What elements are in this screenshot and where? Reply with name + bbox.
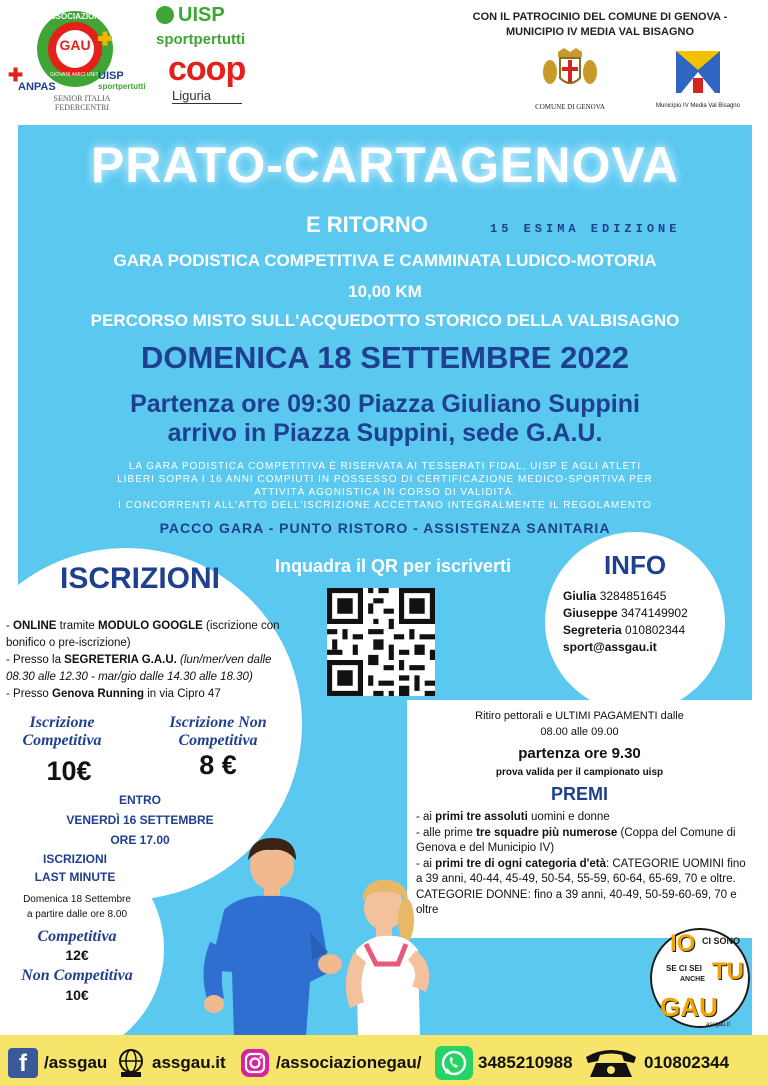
services-line: PACCO GARA - PUNTO RISTORO - ASSISTENZA SANITARIA — [159, 520, 611, 536]
event-date: DOMENICA 18 SETTEMBRE 2022 — [140, 340, 630, 375]
instagram-handle: /associazionegau/ — [276, 1053, 422, 1072]
badge-io: IO — [670, 930, 696, 957]
competitive-label: Iscrizione Competitiva — [22, 714, 102, 749]
municipio-logo — [648, 48, 748, 109]
anpas-cross-icon: ✚ — [8, 65, 24, 85]
registration-office: - Presso la SEGRETERIA G.A.U. (lun/mer/ven dalle 08.30 alle 12.30 - mar/gio dalle 14.30 alle 18.30) — [6, 654, 272, 683]
anpas-logo — [8, 66, 64, 96]
prizes-list — [416, 810, 746, 919]
registration-title: ISCRIZIONI — [59, 562, 220, 595]
badge-ci-sono: CI SONO — [702, 936, 741, 946]
prize-women-categories: CATEGORIE DONNE: fino a 39 anni, 40-49, 50-59-60-69, 70 e oltre — [416, 888, 737, 916]
contact-giuseppe: Giuseppe 3474149902 — [563, 606, 688, 620]
uisp-logo — [156, 4, 256, 50]
pickup-info — [407, 708, 752, 740]
last-minute-when2: a partire dalle ore 8.00 — [26, 909, 128, 920]
anpas-name: ANPAS — [18, 81, 56, 93]
rules-text — [18, 460, 752, 512]
last-minute-title — [10, 850, 140, 886]
registration-store: - Presso Genova Running in via Cipro 47 — [6, 688, 221, 700]
uisp-small-logo — [98, 70, 150, 94]
start-info: Partenza ore 09:30 Piazza Giuliano Suppini — [130, 390, 640, 418]
start-time: partenza ore 9.30 — [518, 745, 641, 762]
prize-absolute: - ai primi tre assoluti uomini e donne — [416, 811, 610, 823]
phone-link[interactable] — [584, 1046, 729, 1080]
coop-name: coop — [168, 50, 246, 88]
last-minute-noncomp-price: 10€ — [65, 987, 89, 1003]
instagram-link[interactable] — [240, 1046, 422, 1080]
info-contacts — [563, 588, 723, 656]
badge-gau: GAU — [660, 992, 718, 1022]
edition-label: 15 ESIMA EDIZIONE — [490, 222, 681, 236]
patronage-line1: CON IL PATROCINIO DEL COMUNE DI GENOVA - — [472, 11, 728, 23]
contact-segreteria: Segreteria 010802344 — [563, 623, 686, 637]
municipio-label: Municipio IV Media Val Bisagno — [656, 103, 740, 109]
facebook-link[interactable] — [8, 1046, 107, 1080]
race-route: PERCORSO MISTO SULL'ACQUEDOTTO STORICO DELLA VALBISAGNO — [90, 311, 680, 330]
registration-methods — [6, 618, 282, 703]
last-minute-comp-label: Competitiva — [37, 928, 117, 945]
comune-label: COMUNE DI GENOVA — [535, 103, 605, 111]
rules-line2: LIBERI SOPRA I 16 ANNI COMPIUTI IN POSSESSO DI CERTIFICAZIONE MEDICO-SPORTIVA PER — [117, 474, 653, 485]
facebook-handle: /assgau — [44, 1053, 108, 1072]
coop-logo — [168, 50, 248, 112]
badge-se-ci-sei: SE CI SEI — [666, 964, 703, 973]
senior-italia-name: SENIOR ITALIA — [53, 94, 111, 103]
uisp-small-name: UISP — [98, 70, 124, 82]
telephone-icon — [584, 1047, 638, 1079]
last-minute-title2: LAST MINUTE — [34, 870, 116, 884]
whatsapp-link[interactable] — [434, 1046, 573, 1080]
arrival-info: arrivo in Piazza Suppini, sede G.A.U. — [167, 419, 603, 447]
contact-giulia: Giulia 3284851645 — [563, 589, 667, 603]
uisp-emblem-icon — [156, 6, 174, 24]
rules-line1: LA GARA PODISTICA COMPETITIVA È RISERVATA AI TESSERATI FIDAL, UISP E AGLI ATLETI — [128, 461, 642, 472]
last-minute-when1: Domenica 18 Settembre — [23, 894, 131, 905]
last-minute-when — [6, 892, 148, 922]
registration-online: - ONLINE tramite MODULO GOOGLE (iscrizione con bonifico o pre-iscrizione) — [6, 620, 280, 649]
comune-crest-icon — [541, 48, 599, 98]
gau-name: GAU — [59, 37, 91, 53]
competitive-price: 10€ — [46, 756, 92, 786]
patronage-line2: MUNICIPIO IV MEDIA VAL BISAGNO — [505, 26, 695, 38]
last-minute-title1: ISCRIZIONI — [42, 852, 107, 866]
deadline-line2: VENERDÌ 16 SETTEMBRE — [66, 813, 214, 827]
facebook-icon: f — [8, 1048, 38, 1078]
coop-region: Liguria — [172, 88, 242, 104]
pickup-line1: Ritiro pettorali e ULTIMI PAGAMENTI dalle — [475, 710, 684, 722]
badge-site: assgau.it — [706, 1022, 731, 1028]
globe-icon — [116, 1048, 146, 1078]
qr-caption: Inquadra il QR per iscriverti — [274, 556, 512, 576]
phone-number: 010802344 — [644, 1053, 730, 1072]
contact-email[interactable]: sport@assgau.it — [563, 640, 657, 654]
instagram-icon — [240, 1048, 270, 1078]
website-url: assgau.it — [152, 1053, 226, 1072]
registration-qr-code[interactable] — [327, 588, 435, 696]
race-distance: 10,00 KM — [348, 282, 422, 301]
federcentri-name: FEDERCENTRI — [54, 103, 110, 112]
rules-line4: I CONCORRENTI ALL'ATTO DELL'ISCRIZIONE ACCETTANO INTEGRALMENTE IL REGOLAMENTO — [118, 500, 652, 511]
pickup-line2: 08.00 alle 09.00 — [540, 726, 619, 738]
prizes-title: PREMI — [550, 784, 608, 804]
prize-categories: - ai primi tre di ogni categoria d'età: CATEGORIE UOMINI fino a 39 anni, 40-44, 45-49, 50-54, 55-59, 60-64, 65-69, 70 e oltre. — [416, 857, 746, 885]
uisp-small-sub: sportpertutti — [98, 82, 146, 91]
gau-ring-text: ASSOCIAZIONE — [44, 12, 106, 21]
whatsapp-number: 3485210988 — [478, 1053, 573, 1072]
event-subtitle: E RITORNO — [306, 212, 428, 237]
race-type: GARA PODISTICA COMPETITIVA E CAMMINATA LUDICO-MOTORIA — [113, 251, 657, 270]
whatsapp-icon — [434, 1046, 474, 1080]
rules-line3: ATTIVITÀ AGONISTICA IN CORSO DI VALIDITÀ. — [254, 487, 516, 498]
website-link[interactable] — [116, 1046, 226, 1080]
runners-illustration — [180, 832, 450, 1036]
uisp-sub: sportpertutti — [156, 31, 246, 48]
last-minute-noncomp-label: Non Competitiva — [21, 967, 133, 984]
deadline-line1: ENTRO — [119, 793, 161, 807]
patronage-text — [440, 10, 760, 40]
uisp-name: UISP — [178, 4, 225, 26]
gau-sub: GIOVANI AMICI UNITI — [50, 72, 100, 78]
last-minute-comp-price: 12€ — [65, 947, 89, 963]
info-title: INFO — [603, 550, 667, 580]
deadline-line3: ORE 17.00 — [110, 833, 170, 847]
senior-italia-logo — [46, 94, 118, 112]
event-title: PRATO-CARTAGENOVA — [90, 137, 680, 193]
non-competitive-price: 8 € — [199, 750, 237, 780]
badge-tu: TU — [712, 958, 744, 985]
prize-teams: - alle prime tre squadre più numerose (Coppa del Comune di Genova e del Municipio IV) — [416, 826, 736, 854]
non-competitive-label: Iscrizione Non Competitiva — [169, 714, 267, 749]
badge-anche: ANCHE — [680, 976, 705, 983]
municipio-crest-icon — [673, 48, 723, 98]
gau-city: GENOVA — [62, 54, 88, 60]
comune-genova-logo — [520, 48, 620, 111]
championship-note: prova valida per il campionato uisp — [495, 767, 664, 778]
